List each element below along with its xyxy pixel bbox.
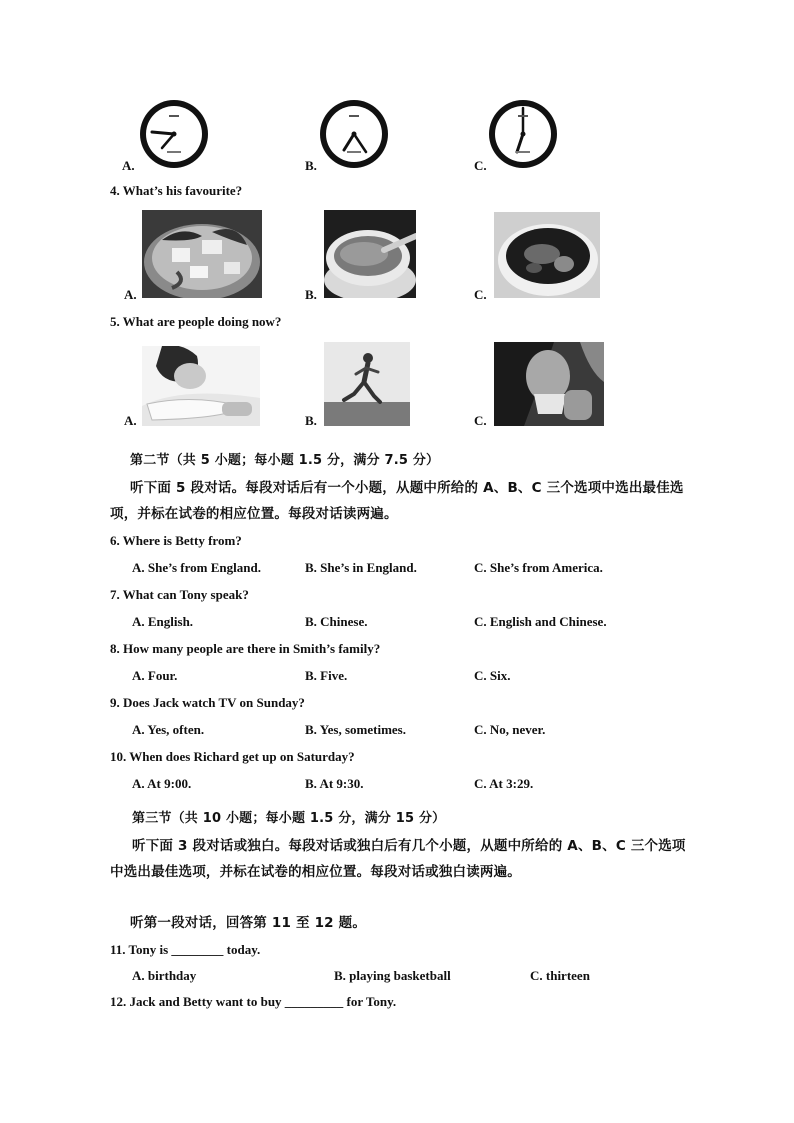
q4-option-c-label: C. [474,287,487,302]
q6-question: 6. Where is Betty from? [110,533,242,548]
q10-option-a: A. At 9:00. [132,776,192,791]
first-dialog-instruction: 听第一段对话，回答第 11 至 12 题。 [130,915,367,931]
q9-option-a: A. Yes, often. [132,722,205,737]
q10-option-c: C. At 3:29. [474,776,534,791]
q6-option-b: B. She’s in England. [305,560,417,575]
clock-a-icon [138,98,210,170]
section2-instruction-line1: 听下面 5 段对话。每段对话后有一个小题，从题中所给的 A、B、C 三个选项中选出最佳选 [130,480,684,496]
q9-option-b: B. Yes, sometimes. [305,722,406,737]
soup-bowl-image [324,210,416,298]
q7-option-c: C. English and Chinese. [474,614,607,629]
q8-option-b: B. Five. [305,668,348,683]
chicken-stew-image [494,212,600,298]
q5-option-b-label: B. [305,413,317,428]
sleeping-woman-image [142,346,260,426]
section2-instruction-line2: 项，并标在试卷的相应位置。每段对话读两遍。 [110,506,398,522]
q7-option-b: B. Chinese. [305,614,368,629]
running-woman-image [324,342,410,426]
drinking-tea-image [494,342,604,426]
clock-b-icon [318,98,390,170]
q5-question: 5. What are people doing now? [110,314,282,329]
section3-instruction-line2: 中选出最佳选项，并标在试卷的相应位置。每段对话或独白读两遍。 [110,864,521,880]
section3-heading: 第三节（共 10 小题；每小题 1.5 分，满分 15 分） [132,811,446,826]
q6-option-c: C. She’s from America. [474,560,603,575]
q8-question: 8. How many people are there in Smith’s family? [110,641,381,656]
q10-question: 10. When does Richard get up on Saturday? [110,749,355,764]
q11-option-c: C. thirteen [530,968,590,983]
q4-question: 4. What’s his favourite? [110,183,243,198]
q10-option-b: B. At 9:30. [305,776,364,791]
q5-option-c-label: C. [474,413,487,428]
q3-option-a-label: A. [122,158,135,173]
q3-option-b-label: B. [305,158,317,173]
q11-option-a: A. birthday [132,968,197,983]
q8-option-c: C. Six. [474,668,511,683]
tofu-soup-image [142,210,262,298]
q11-option-b: B. playing basketball [334,968,451,983]
q8-option-a: A. Four. [132,668,178,683]
q7-question: 7. What can Tony speak? [110,587,249,602]
clock-c-icon [487,98,559,170]
q7-option-a: A. English. [132,614,194,629]
q12-question: 12. Jack and Betty want to buy _________ for Tony. [110,994,397,1009]
q3-options-row [0,96,794,176]
q3-option-c-label: C. [474,158,487,173]
q5-option-a-label: A. [124,413,137,428]
section3-instruction-line1: 听下面 3 段对话或独白。每段对话或独白后有几个小题，从题中所给的 A、B、C 三个选项 [132,838,686,854]
q4-option-a-label: A. [124,287,137,302]
section2-heading: 第二节（共 5 小题；每小题 1.5 分，满分 7.5 分） [130,453,440,468]
q6-option-a: A. She’s from England. [132,560,261,575]
q9-option-c: C. No, never. [474,722,546,737]
q11-question: 11. Tony is ________ today. [110,942,261,957]
q4-option-b-label: B. [305,287,317,302]
q9-question: 9. Does Jack watch TV on Sunday? [110,695,305,710]
